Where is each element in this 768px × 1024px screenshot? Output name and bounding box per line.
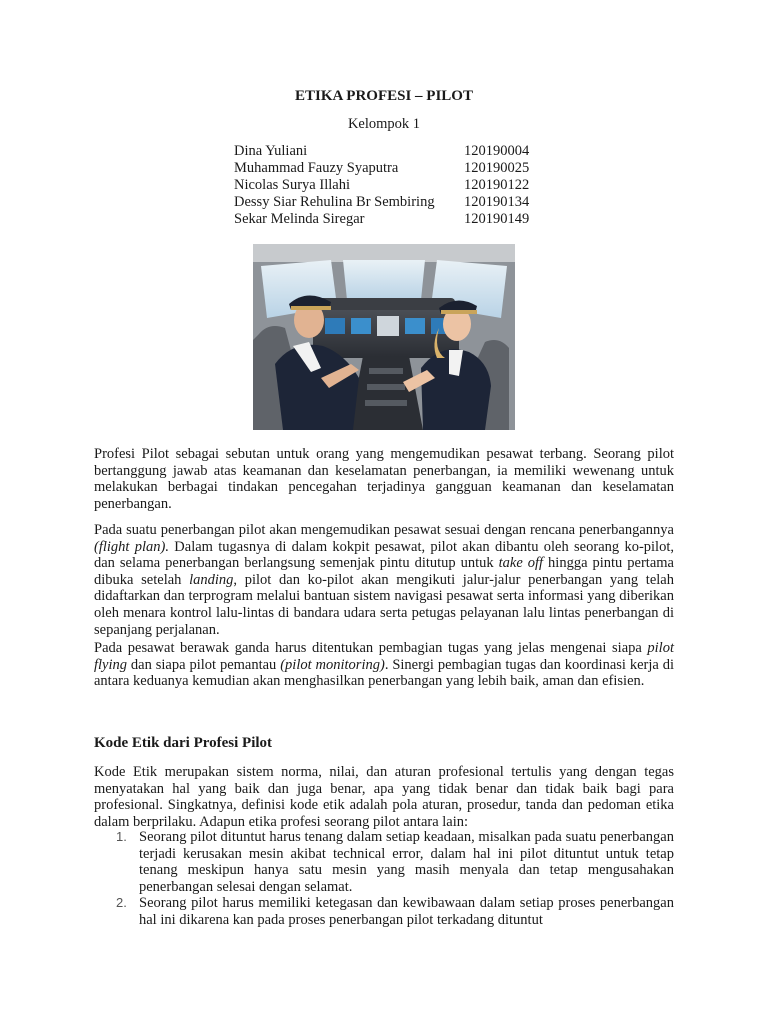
member-row (234, 160, 529, 177)
member-id: 120190025 (464, 160, 530, 176)
member-name: Dessy Siar Rehulina Br Sembiring (234, 194, 435, 210)
paragraph-code-of-ethics: Kode Etik merupakan sistem norma, nilai, dan aturan profesional tertulis yang dengan tegas menyatakan hal yang baik dan juga benar, apa yang tidak benar dan tidak baik bagi para profesional. Singkatnya, definisi kode etik adalah pola aturan, prosedur, tanda dan pedoman etika dalam berprilaku. Adapun etika profesi seorang pilot antara lain: (94, 764, 674, 830)
member-name: Sekar Melinda Siregar (234, 211, 365, 227)
paragraph-flight-plan: Pada suatu penerbangan pilot akan mengemudikan pesawat sesuai dengan rencana penerbangannya (flight plan). Dalam tugasnya di dalam kokpit pesawat, pilot akan dibantu oleh seorang ko-pilot, dan selama penerbangan berlangsung semenjak pintu ditutup untuk take off hingga pintu pertama dibuka setelah landing, pilot dan ko-pilot akan mengikuti jalur-jalur penerbangan yang telah didaftarkan dan terprogram melalui bantuan sistem navigasi pesawat serta informasi yang diberikan oleh menara kontrol lalu-lintas di bandara udara serta petugas pelayanan lalu lintas penerbangan di sepanjang perjalanan. (94, 522, 674, 638)
ethics-list (94, 829, 674, 929)
list-text: Seorang pilot dituntut harus tenang dalam setiap keadaan, misalkan pada suatu penerbangan terjadi kerusakan mesin akibat technical error, dalam hal ini pilot dituntut untuk tetap tenang meskipun hanya satu mesin yang masih menyala dan tetap mengusahakan penerbangan selesai dengan selamat. (139, 829, 674, 895)
member-row (234, 143, 529, 160)
section-heading: Kode Etik dari Profesi Pilot (94, 735, 273, 751)
member-id: 120190149 (464, 211, 530, 227)
member-id: 120190004 (464, 143, 530, 159)
paragraph-intro: Profesi Pilot sebagai sebutan untuk orang yang mengemudikan pesawat terbang. Seorang pilot bertanggung jawab atas keamanan dan keselamatan penerbangan, ia memiliki wewenang untuk melakukan berbagai tindakan pencegahan terjadinya gangguan keamanan dan keselamatan penerbangan. (94, 446, 674, 512)
document-title: ETIKA PROFESI – PILOT (295, 88, 473, 104)
member-row (234, 211, 529, 228)
member-name: Nicolas Surya Illahi (234, 177, 350, 193)
member-row (234, 177, 529, 194)
list-text: Seorang pilot harus memiliki ketegasan dan kewibawaan dalam setiap proses penerbangan hal ini dikarena kan pada proses penerbangan pilot terkadang dituntut (139, 895, 674, 928)
member-row (234, 194, 529, 211)
list-item (94, 829, 674, 895)
member-name: Dina Yuliani (234, 143, 308, 159)
member-id: 120190134 (464, 194, 530, 210)
paragraph-crew-roles: Pada pesawat berawak ganda harus ditentukan pembagian tugas yang jelas mengenai siapa pilot flying dan siapa pilot pemantau (pilot monitoring). Sinergi pembagian tugas dan koordinasi kerja di antara keduanya kemudian akan menghasilkan penerbangan yang lebih baik, aman dan efisien. (94, 640, 674, 690)
member-list (234, 143, 529, 228)
list-number: 1. (116, 829, 127, 844)
list-number: 2. (116, 895, 127, 911)
cockpit-photo (253, 244, 515, 430)
member-id: 120190122 (464, 177, 530, 193)
group-label: Kelompok 1 (347, 116, 421, 132)
list-item (94, 895, 674, 928)
member-name: Muhammad Fauzy Syaputra (234, 160, 399, 176)
